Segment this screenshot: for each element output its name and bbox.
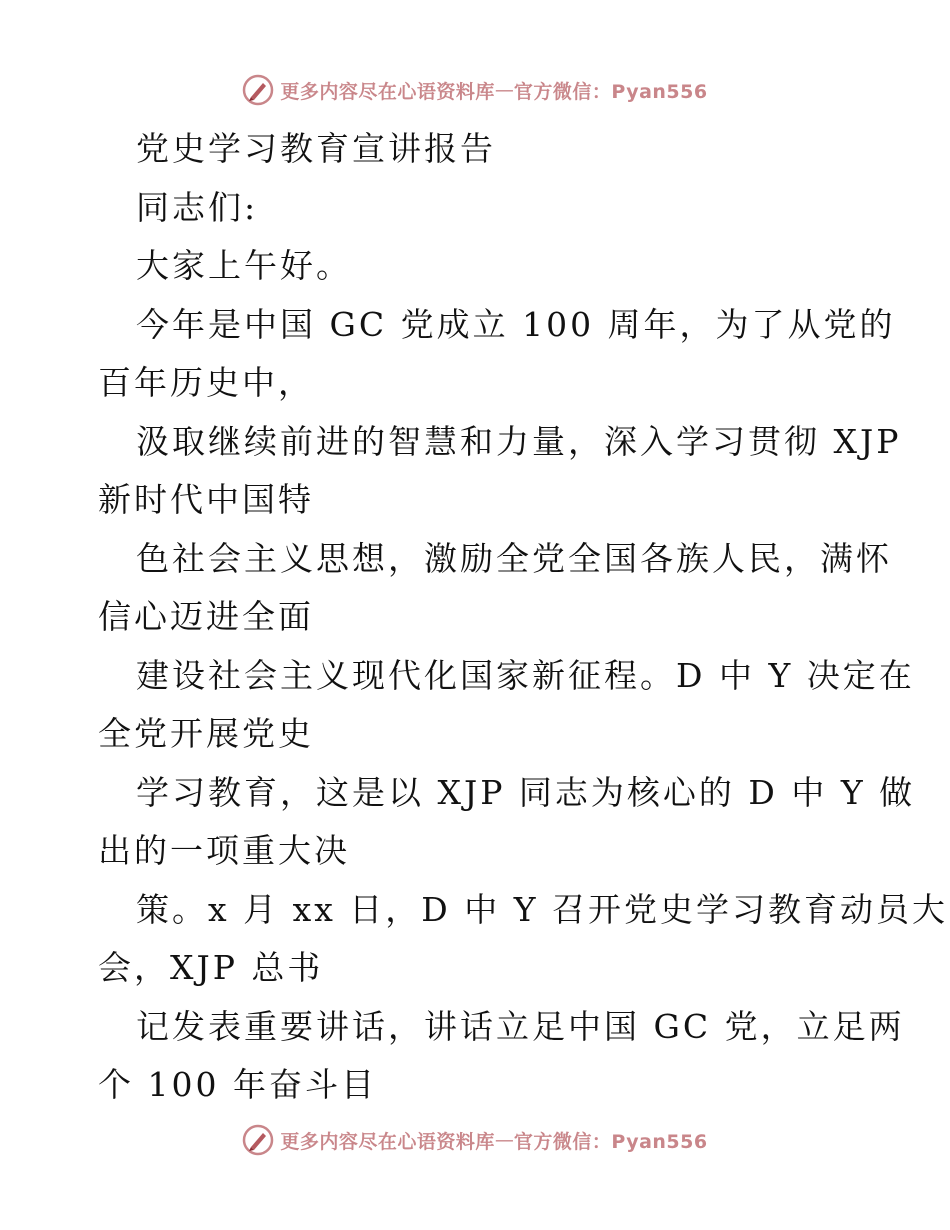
watermark-text: 更多内容尽在心语资料库 [280,1130,495,1153]
body-line: 会，XJP 总书 [98,948,324,987]
body-line: 建设社会主义现代化国家新征程。D 中 Y 决定在 [136,655,915,695]
body-line: 全党开展党史 [98,714,314,753]
body-line: 新时代中国特 [98,480,314,519]
header-watermark [0,72,950,108]
watermark-separator: — [494,1129,514,1151]
pen-logo-icon [242,1124,274,1156]
document-body [98,120,949,1115]
watermark-wechat: 官方微信：Pyan556 [513,1130,708,1153]
watermark-text: 更多内容尽在心语资料库 [280,80,495,103]
greeting: 大家上午好。 [136,246,352,285]
body-line: 出的一项重大决 [98,831,350,870]
body-line: 信心迈进全面 [98,597,314,636]
body-line: 学习教育，这是以 XJP 同志为核心的 D 中 Y 做 [136,772,916,812]
body-line: 记发表重要讲话，讲话立足中国 GC 党，立足两 [136,1006,905,1046]
body-line: 今年是中国 GC 党成立 100 周年，为了从党的 [136,304,896,344]
body-line: 个 100 年奋斗目 [98,1065,377,1104]
pen-logo-icon [242,74,274,106]
body-line: 策。x 月 xx 日，D 中 Y 召开党史学习教育动员大 [136,889,949,929]
watermark-wechat: 官方微信：Pyan556 [513,80,708,103]
salutation: 同志们: [136,187,259,227]
body-line: 汲取继续前进的智慧和力量，深入学习贯彻 XJP [136,421,902,461]
body-line: 色社会主义思想，激励全党全国各族人民，满怀 [136,538,892,578]
footer-watermark [0,1122,950,1158]
watermark-separator: — [494,79,514,101]
document-title: 党史学习教育宣讲报告 [136,129,496,168]
body-line: 百年历史中， [98,363,314,402]
